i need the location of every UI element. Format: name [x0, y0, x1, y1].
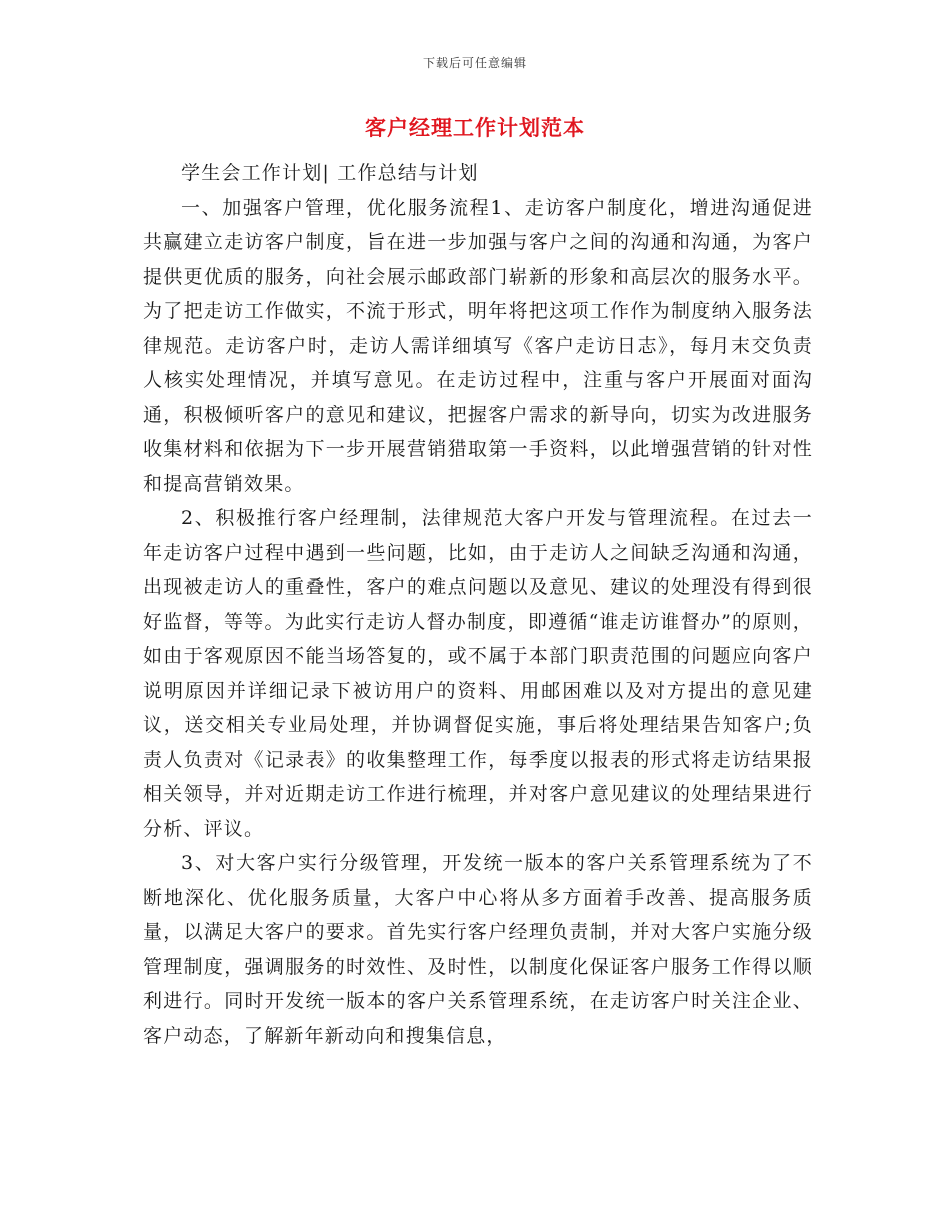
- paragraph-1: 一、加强客户管理，优化服务流程1、走访客户制度化，增进沟通促进共赢建立走访客户制度，旨在进一步加强与客户之间的沟通和沟通，为客户提供更优质的服务，向社会展示邮政部门崭新的形象和高层次的服务水平。为了把走访工作做实，不流于形式，明年将把这项工作作为制度纳入服务法律规范。走访客户时，走访人需详细填写《客户走访日志》，每月末交负责人核实处理情况，并填写意见。在走访过程中，注重与客户开展面对面沟通，积极倾听客户的意见和建议，把握客户需求的新导向，切实为改进服务收集材料和依据为下一步开展营销猎取第一手资料，以此增强营销的针对性和提高营销效果。: [143, 196, 813, 495]
- paragraph-3: 3、对大客户实行分级管理，开发统一版本的客户关系管理系统为了不断地深化、优化服务质量，大客户中心将从多方面着手改善、提高服务质量，以满足大客户的要求。首先实行客户经理负责制，并对大客户实施分级管理制度，强调服务的时效性、及时性，以制度化保证客户服务工作得以顺利进行。同时开发统一版本的客户关系管理系统，在走访客户时关注企业、客户动态，了解新年新动向和搜集信息，: [143, 852, 813, 1047]
- paragraph-2: 2、积极推行客户经理制，法律规范大客户开发与管理流程。在过去一年走访客户过程中遇到一些问题，比如，由于走访人之间缺乏沟通和沟通，出现被走访人的重叠性，客户的难点问题以及意见、建议的处理没有得到很好监督，等等。为此实行走访人督办制度，即遵循“谁走访谁督办”的原则，如由于客观原因不能当场答复的，或不属于本部门职责范围的问题应向客户说明原因并详细记录下被访用户的资料、用邮困难以及对方提出的意见建议，送交相关专业局处理，并协调督促实施，事后将处理结果告知客户;负责人负责对《记录表》的收集整理工作，每季度以报表的形式将走访结果报相关领导，并对近期走访工作进行梳理，并对客户意见建议的处理结果进行分析、评议。: [143, 507, 813, 840]
- subtitle-line: 学生会工作计划| 工作总结与计划: [181, 162, 479, 184]
- document-title: 客户经理工作计划范本: [365, 115, 585, 140]
- download-note: 下载后可任意编辑: [422, 56, 527, 70]
- document-body: [143, 156, 813, 1053]
